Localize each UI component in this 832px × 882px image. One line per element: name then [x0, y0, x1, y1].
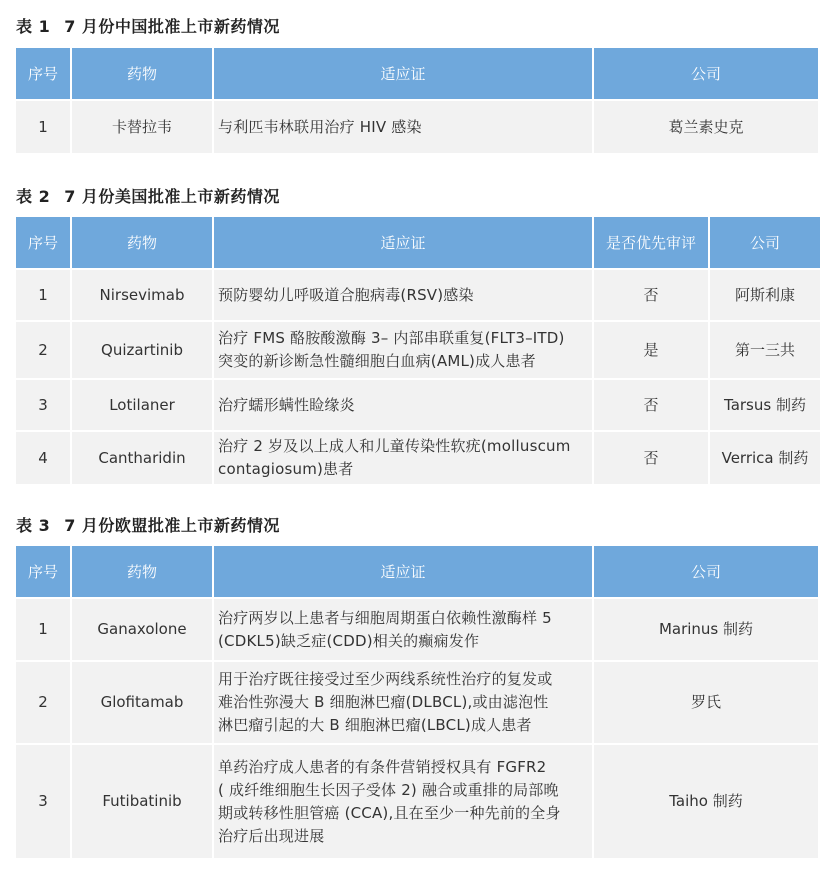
cell-no: 1 — [16, 270, 70, 320]
cell-no: 2 — [16, 662, 70, 743]
table3-caption-number: 表 3 — [16, 516, 51, 535]
table2 — [14, 215, 822, 486]
header-cell: 是否优先审评 — [594, 217, 708, 268]
table-row — [16, 380, 820, 430]
indication-line: 用于治疗既往接受过至少两线系统性治疗的复发或 — [218, 670, 553, 688]
indication-line: 治疗后出现进展 — [218, 826, 325, 845]
table2-caption-title: 7 月份美国批准上市新药情况 — [64, 187, 280, 206]
indication-line: (CDKL5)缺乏症(CDD)相关的癫痫发作 — [218, 631, 480, 650]
cell-drug: Cantharidin — [72, 432, 212, 484]
cell-indication — [214, 745, 592, 858]
indication-line: 难治性弥漫大 B 细胞淋巴瘤(DLBCL),或由滤泡性 — [218, 693, 549, 711]
header-cell: 序号 — [16, 48, 70, 99]
cell-company: Tarsus 制药 — [710, 380, 820, 430]
cell-company: 第一三共 — [710, 322, 820, 378]
header-cell: 药物 — [72, 217, 212, 268]
header-cell: 公司 — [594, 48, 818, 99]
cell-indication — [214, 599, 592, 660]
cell-drug: Glofitamab — [72, 662, 212, 743]
header-cell: 适应证 — [214, 546, 592, 597]
cell-no: 4 — [16, 432, 70, 484]
cell-drug: Ganaxolone — [72, 599, 212, 660]
cell-drug: Nirsevimab — [72, 270, 212, 320]
table1-caption — [16, 14, 280, 37]
table2-caption-number: 表 2 — [16, 187, 51, 206]
cell-company: Verrica 制药 — [710, 432, 820, 484]
table1 — [14, 46, 820, 155]
cell-company: 葛兰素史克 — [594, 101, 818, 153]
table2-caption — [16, 184, 280, 207]
indication-line: 期或转移性胆管癌 (CCA),且在至少一种先前的全身 — [218, 803, 561, 822]
indication-line: 淋巴瘤引起的大 B 细胞淋巴瘤(LBCL)成人患者 — [218, 716, 532, 734]
cell-indication — [214, 322, 592, 378]
header-cell: 药物 — [72, 48, 212, 99]
table-row — [16, 662, 818, 743]
header-cell: 适应证 — [214, 48, 592, 99]
indication-line: 治疗蠕形螨性睑缘炎 — [218, 395, 355, 414]
table-header-row — [16, 48, 818, 99]
cell-company: 罗氏 — [594, 662, 818, 743]
table3-caption — [16, 513, 280, 536]
table-row — [16, 432, 820, 484]
indication-line: 突变的新诊断急性髓细胞白血病(AML)成人患者 — [218, 352, 536, 370]
cell-no: 3 — [16, 380, 70, 430]
cell-indication — [214, 380, 592, 430]
cell-no: 3 — [16, 745, 70, 858]
cell-drug: Futibatinib — [72, 745, 212, 858]
cell-drug: Lotilaner — [72, 380, 212, 430]
cell-priority: 是 — [594, 322, 708, 378]
header-cell: 药物 — [72, 546, 212, 597]
indication-line: contagiosum)患者 — [218, 460, 354, 478]
table-header-row — [16, 546, 818, 597]
cell-indication — [214, 101, 592, 153]
indication-line: 治疗 FMS 酪胺酸激酶 3– 内部串联重复(FLT3–ITD) — [218, 329, 565, 347]
cell-priority: 否 — [594, 270, 708, 320]
table-row — [16, 101, 818, 153]
cell-company: 阿斯利康 — [710, 270, 820, 320]
cell-priority: 否 — [594, 380, 708, 430]
header-cell: 公司 — [710, 217, 820, 268]
header-cell: 公司 — [594, 546, 818, 597]
indication-line: 治疗两岁以上患者与细胞周期蛋白依赖性激酶样 5 — [218, 608, 552, 627]
cell-indication — [214, 270, 592, 320]
cell-drug: Quizartinib — [72, 322, 212, 378]
header-cell: 序号 — [16, 217, 70, 268]
cell-no: 1 — [16, 101, 70, 153]
cell-indication — [214, 662, 592, 743]
indication-line: 治疗 2 岁及以上成人和儿童传染性软疣(molluscum — [218, 437, 571, 455]
table-row — [16, 322, 820, 378]
table1-caption-title: 7 月份中国批准上市新药情况 — [64, 17, 280, 36]
indication-line: ( 成纤维细胞生长因子受体 2) 融合或重排的局部晚 — [218, 780, 559, 799]
cell-no: 2 — [16, 322, 70, 378]
header-cell: 适应证 — [214, 217, 592, 268]
table1-caption-number: 表 1 — [16, 17, 51, 36]
table-row — [16, 599, 818, 660]
cell-indication — [214, 432, 592, 484]
indication-line: 与利匹韦林联用治疗 HIV 感染 — [218, 117, 422, 136]
cell-priority: 否 — [594, 432, 708, 484]
cell-drug: 卡替拉韦 — [72, 101, 212, 153]
indication-line: 预防婴幼儿呼吸道合胞病毒(RSV)感染 — [218, 285, 474, 304]
table-row — [16, 270, 820, 320]
indication-line: 单药治疗成人患者的有条件营销授权具有 FGFR2 — [218, 757, 547, 776]
table-header-row — [16, 217, 820, 268]
cell-no: 1 — [16, 599, 70, 660]
cell-company: Taiho 制药 — [594, 745, 818, 858]
table-row — [16, 745, 818, 858]
cell-company: Marinus 制药 — [594, 599, 818, 660]
header-cell: 序号 — [16, 546, 70, 597]
table3 — [14, 544, 820, 860]
table3-caption-title: 7 月份欧盟批准上市新药情况 — [64, 516, 280, 535]
